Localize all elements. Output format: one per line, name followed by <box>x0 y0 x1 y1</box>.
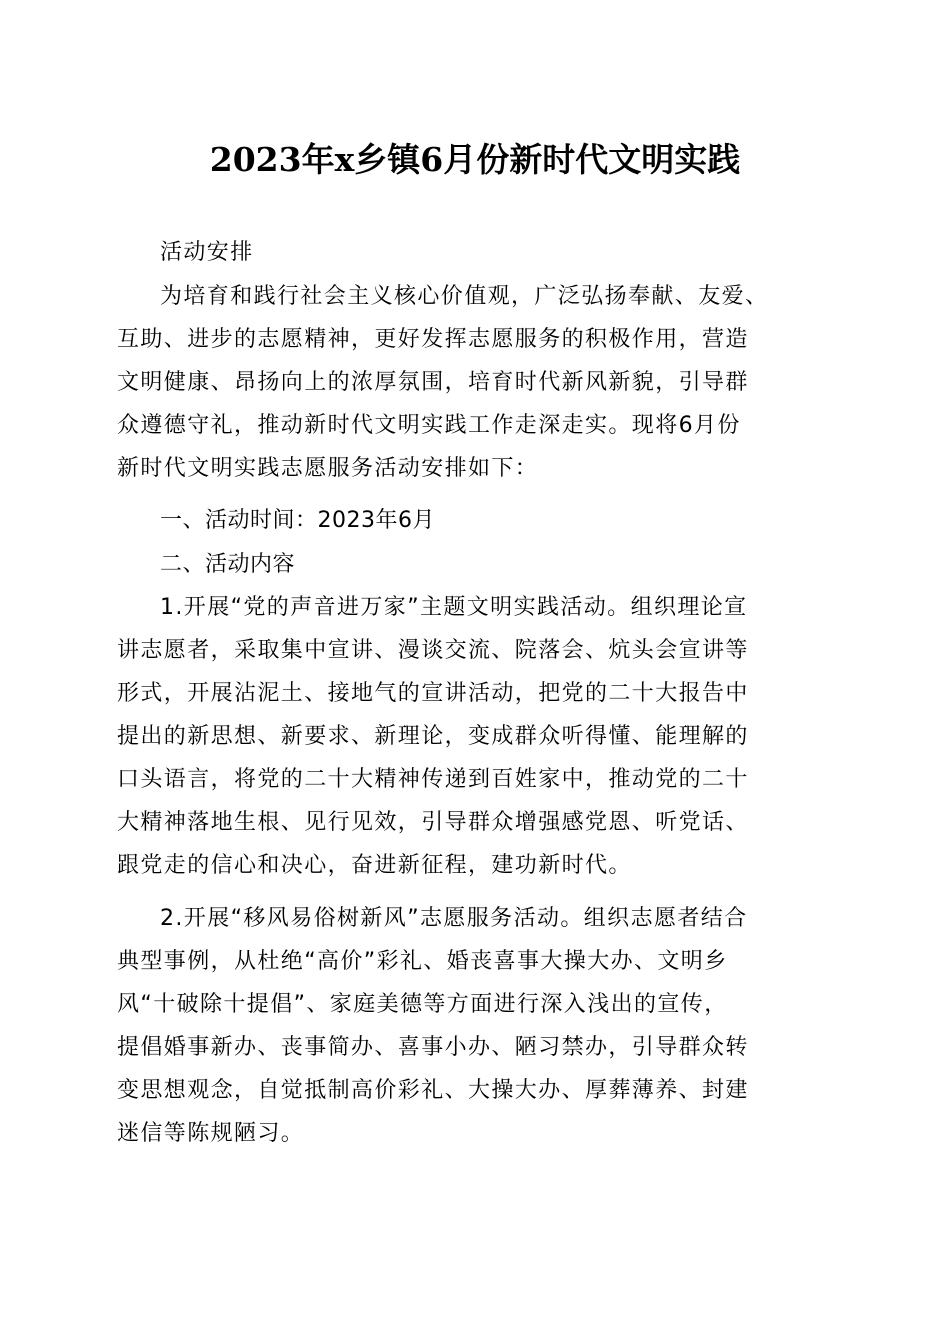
paragraph-line: 2.开展“移风易俗树新风”志愿服务活动。组织志愿者结合 <box>160 906 748 931</box>
paragraph-line: 典型事例，从杜绝“高价”彩礼、婚丧喜事大操大办、文明乡 <box>117 949 728 974</box>
paragraph-line: 口头语言，将党的二十大精神传递到百姓家中，推动党的二十 <box>117 767 749 792</box>
paragraph-line: 跟党走的信心和决心，奋进新征程，建功新时代。 <box>117 853 632 878</box>
paragraph-line: 互助、进步的志愿精神，更好发挥志愿服务的积极作用，营造 <box>117 327 749 352</box>
paragraph-line: 大精神落地生根、见行见效，引导群众增强感党恩、听党话、 <box>117 810 749 835</box>
paragraph-line: 文明健康、昂扬向上的浓厚氛围，培育时代新风新貌，引导群 <box>117 370 749 395</box>
document-subtitle: 活动安排 <box>160 240 254 265</box>
section-heading-time: 一、活动时间：2023年6月 <box>160 508 435 533</box>
paragraph-line: 讲志愿者，采取集中宣讲、漫谈交流、院落会、炕头会宣讲等 <box>117 638 749 663</box>
paragraph-line: 为培育和践行社会主义核心价值观，广泛弘扬奉献、友爱、 <box>160 284 769 309</box>
paragraph-line: 提出的新思想、新要求、新理论，变成群众听得懂、能理解的 <box>117 724 749 749</box>
paragraph-line: 变思想观念，自觉抵制高价彩礼、大操大办、厚葬薄养、封建 <box>117 1078 749 1103</box>
section-heading-content: 二、活动内容 <box>160 552 296 577</box>
paragraph-line: 提倡婚事新办、丧事简办、喜事小办、陋习禁办，引导群众转 <box>117 1035 749 1060</box>
paragraph-line: 1.开展“党的声音进万家”主题文明实践活动。组织理论宣 <box>160 595 748 620</box>
paragraph-line: 众遵德守礼，推动新时代文明实践工作走深走实。现将6月份 <box>117 413 741 438</box>
paragraph-line: 迷信等陈规陋习。 <box>117 1121 305 1146</box>
document-title: 2023年x乡镇6月份新时代文明实践 <box>209 140 741 179</box>
paragraph-line: 新时代文明实践志愿服务活动安排如下： <box>117 456 539 481</box>
paragraph-line: 形式，开展沾泥土、接地气的宣讲活动，把党的二十大报告中 <box>117 681 749 706</box>
paragraph-line: 风“十破除十提倡”、家庭美德等方面进行深入浅出的宣传， <box>117 992 728 1017</box>
